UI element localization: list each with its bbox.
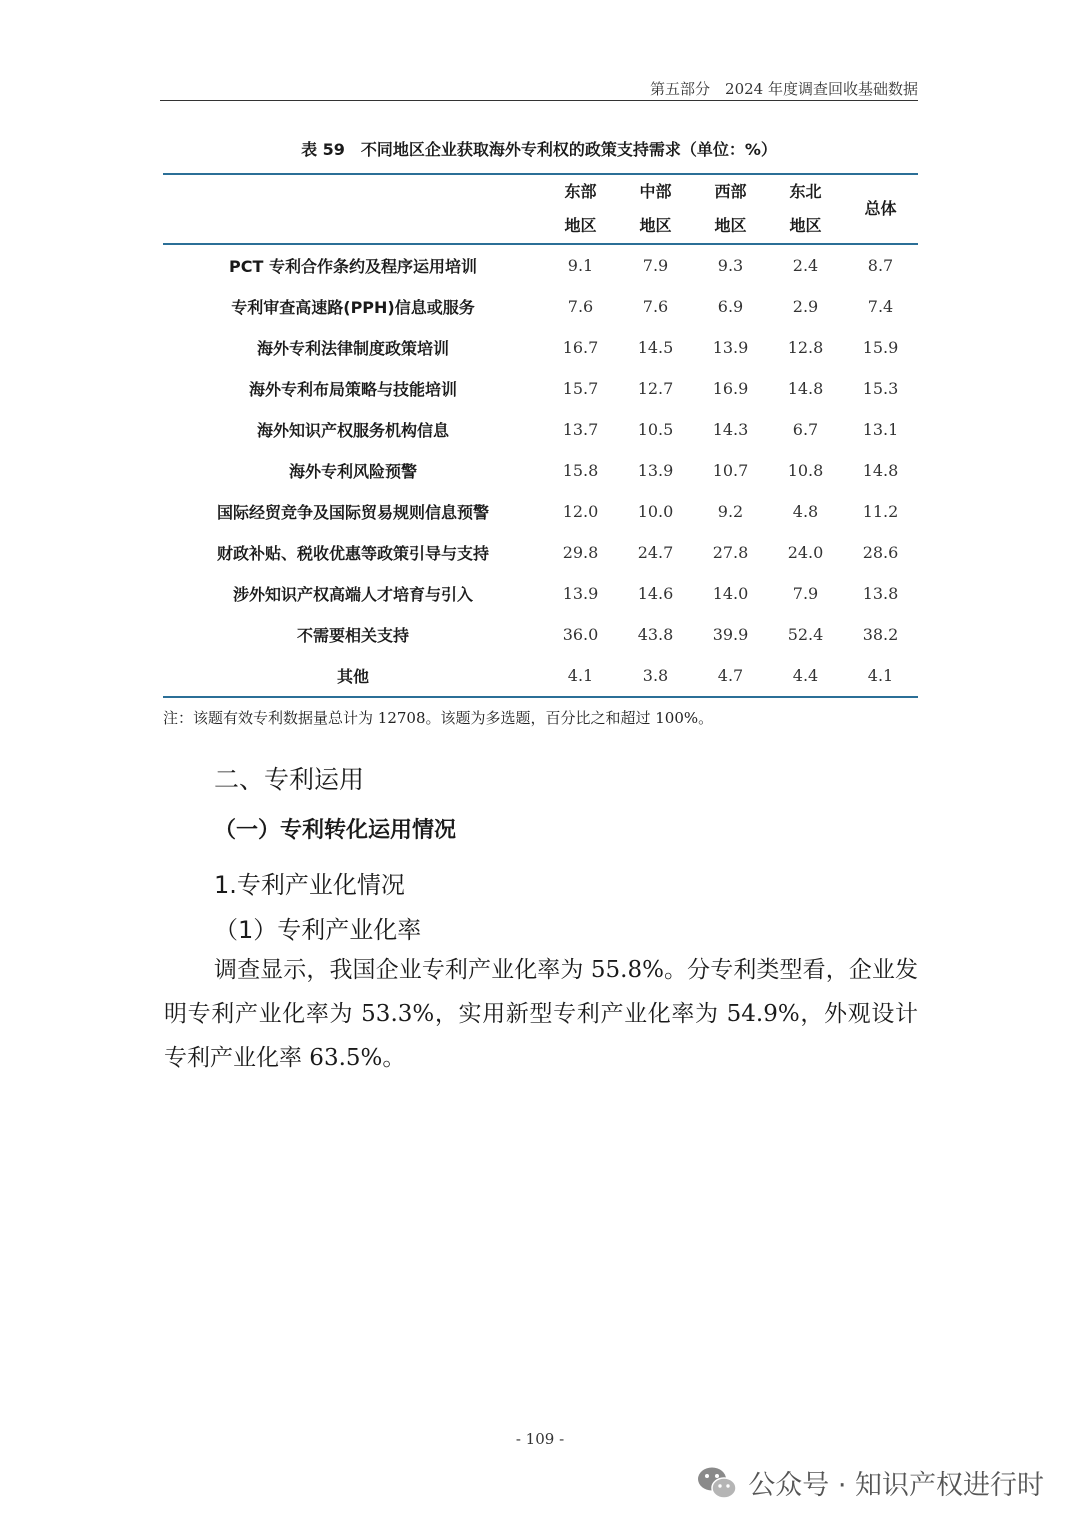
row-value-cell: 10.8	[787, 461, 824, 480]
row-item-label: 海外专利风险预警	[288, 462, 417, 481]
row-value-cell: 13.7	[562, 420, 599, 439]
header-overall: 总体	[843, 174, 918, 244]
table-row	[163, 327, 918, 368]
row-value-cell: 12.7	[637, 379, 674, 398]
row-item-label: 海外专利布局策略与技能培训	[248, 380, 457, 399]
row-value-cell: 14.8	[787, 379, 824, 398]
table-note: 注：该题有效专利数据量总计为 12708。该题为多选题，百分比之和超过 100%。	[163, 709, 714, 727]
table-row	[163, 491, 918, 532]
row-value-cell: 12.8	[787, 338, 824, 357]
row-value-cell: 4.8	[792, 502, 819, 521]
table-row	[163, 614, 918, 655]
header-divider	[160, 100, 918, 101]
row-value-cell: 15.3	[862, 379, 899, 398]
row-value-cell: 9.2	[717, 502, 744, 521]
row-item-label: 不需要相关支持	[296, 626, 409, 645]
row-value-cell: 38.2	[862, 625, 899, 644]
row-value-cell: 2.9	[792, 297, 819, 316]
row-value-cell: 4.1	[567, 666, 594, 685]
item-heading: （1）专利产业化率	[214, 916, 422, 944]
header-central: 中部 地区	[618, 174, 693, 244]
wechat-icon	[696, 1465, 738, 1501]
row-value-cell: 14.8	[862, 461, 899, 480]
row-value-cell: 10.0	[637, 502, 674, 521]
row-value-cell: 16.7	[562, 338, 599, 357]
table-row	[163, 368, 918, 409]
row-value-cell: 39.9	[712, 625, 749, 644]
table-row	[163, 450, 918, 491]
header-northeast: 东北 地区	[768, 174, 843, 244]
row-value-cell: 12.0	[562, 502, 599, 521]
page-number: - 109 -	[515, 1430, 565, 1448]
policy-support-table	[163, 173, 918, 698]
row-value-cell: 8.7	[867, 256, 894, 275]
row-value-cell: 9.3	[717, 256, 744, 275]
row-value-cell: 11.2	[862, 502, 899, 521]
row-value-cell: 10.7	[712, 461, 749, 480]
row-value-cell: 13.8	[862, 584, 899, 603]
row-value-cell: 28.6	[862, 543, 899, 562]
table-row	[163, 286, 918, 327]
table-caption: 表 59 不同地区企业获取海外专利权的政策支持需求（单位：%）	[301, 140, 777, 159]
header-item-column	[163, 174, 543, 244]
row-value-cell: 16.9	[712, 379, 749, 398]
row-value-cell: 15.9	[862, 338, 899, 357]
row-value-cell: 43.8	[637, 625, 674, 644]
row-value-cell: 52.4	[787, 625, 824, 644]
row-item-label: 海外专利法律制度政策培训	[256, 339, 449, 358]
row-value-cell: 7.4	[867, 297, 894, 316]
row-value-cell: 10.5	[637, 420, 674, 439]
row-value-cell: 15.8	[562, 461, 599, 480]
row-value-cell: 13.1	[862, 420, 899, 439]
header-west: 西部 地区	[693, 174, 768, 244]
row-value-cell: 14.0	[712, 584, 749, 603]
row-value-cell: 6.7	[792, 420, 819, 439]
body-paragraph: 调查显示，我国企业专利产业化率为 55.8%。分专利类型看，企业发明专利产业化率为 53.3%，实用新型专利产业化率为 54.9%，外观设计专利产业化率 63.5%。	[164, 957, 918, 1071]
row-value-cell: 4.4	[792, 666, 819, 685]
page-header: 第五部分 2024 年度调查回收基础数据	[650, 80, 918, 98]
table-row	[163, 409, 918, 450]
table-row	[163, 532, 918, 573]
row-value-cell: 14.3	[712, 420, 749, 439]
sub-subsection-heading: 1.专利产业化情况	[214, 871, 405, 899]
row-value-cell: 6.9	[717, 297, 744, 316]
subsection-heading: （一）专利转化运用情况	[214, 817, 457, 843]
row-value-cell: 29.8	[562, 543, 599, 562]
row-value-cell: 13.9	[562, 584, 599, 603]
row-value-cell: 13.9	[712, 338, 749, 357]
row-item-label: 专利审查高速路(PPH)信息或服务	[231, 298, 475, 317]
row-value-cell: 14.6	[637, 584, 674, 603]
table-row	[163, 655, 918, 697]
watermark-text: 公众号 · 知识产权进行时	[748, 1470, 1044, 1501]
table-row	[163, 244, 918, 286]
row-value-cell: 36.0	[562, 625, 599, 644]
row-value-cell: 24.7	[637, 543, 674, 562]
watermark	[696, 1463, 1044, 1502]
table-row	[163, 573, 918, 614]
row-item-label: 涉外知识产权高端人才培育与引入	[232, 585, 473, 604]
header-east: 东部 地区	[543, 174, 618, 244]
row-value-cell: 7.9	[642, 256, 669, 275]
section-heading: 二、专利运用	[214, 765, 365, 794]
row-item-label: 国际经贸竞争及国际贸易规则信息预警	[216, 503, 489, 522]
row-value-cell: 2.4	[792, 256, 819, 275]
row-value-cell: 13.9	[637, 461, 674, 480]
row-value-cell: 14.5	[637, 338, 674, 357]
row-value-cell: 7.9	[792, 584, 819, 603]
row-value-cell: 3.8	[642, 666, 669, 685]
row-item-label: PCT 专利合作条约及程序运用培训	[229, 257, 477, 276]
row-item-label: 海外知识产权服务机构信息	[256, 421, 449, 440]
row-value-cell: 24.0	[787, 543, 824, 562]
row-value-cell: 4.1	[867, 666, 894, 685]
row-value-cell: 15.7	[562, 379, 599, 398]
table-header-row	[163, 174, 918, 244]
row-item-label: 财政补贴、税收优惠等政策引导与支持	[216, 544, 489, 563]
row-value-cell: 27.8	[712, 543, 749, 562]
row-value-cell: 7.6	[567, 297, 594, 316]
row-value-cell: 7.6	[642, 297, 669, 316]
table-body	[163, 244, 918, 697]
row-item-label: 其他	[336, 667, 369, 686]
row-value-cell: 9.1	[567, 256, 594, 275]
row-value-cell: 4.7	[717, 666, 744, 685]
